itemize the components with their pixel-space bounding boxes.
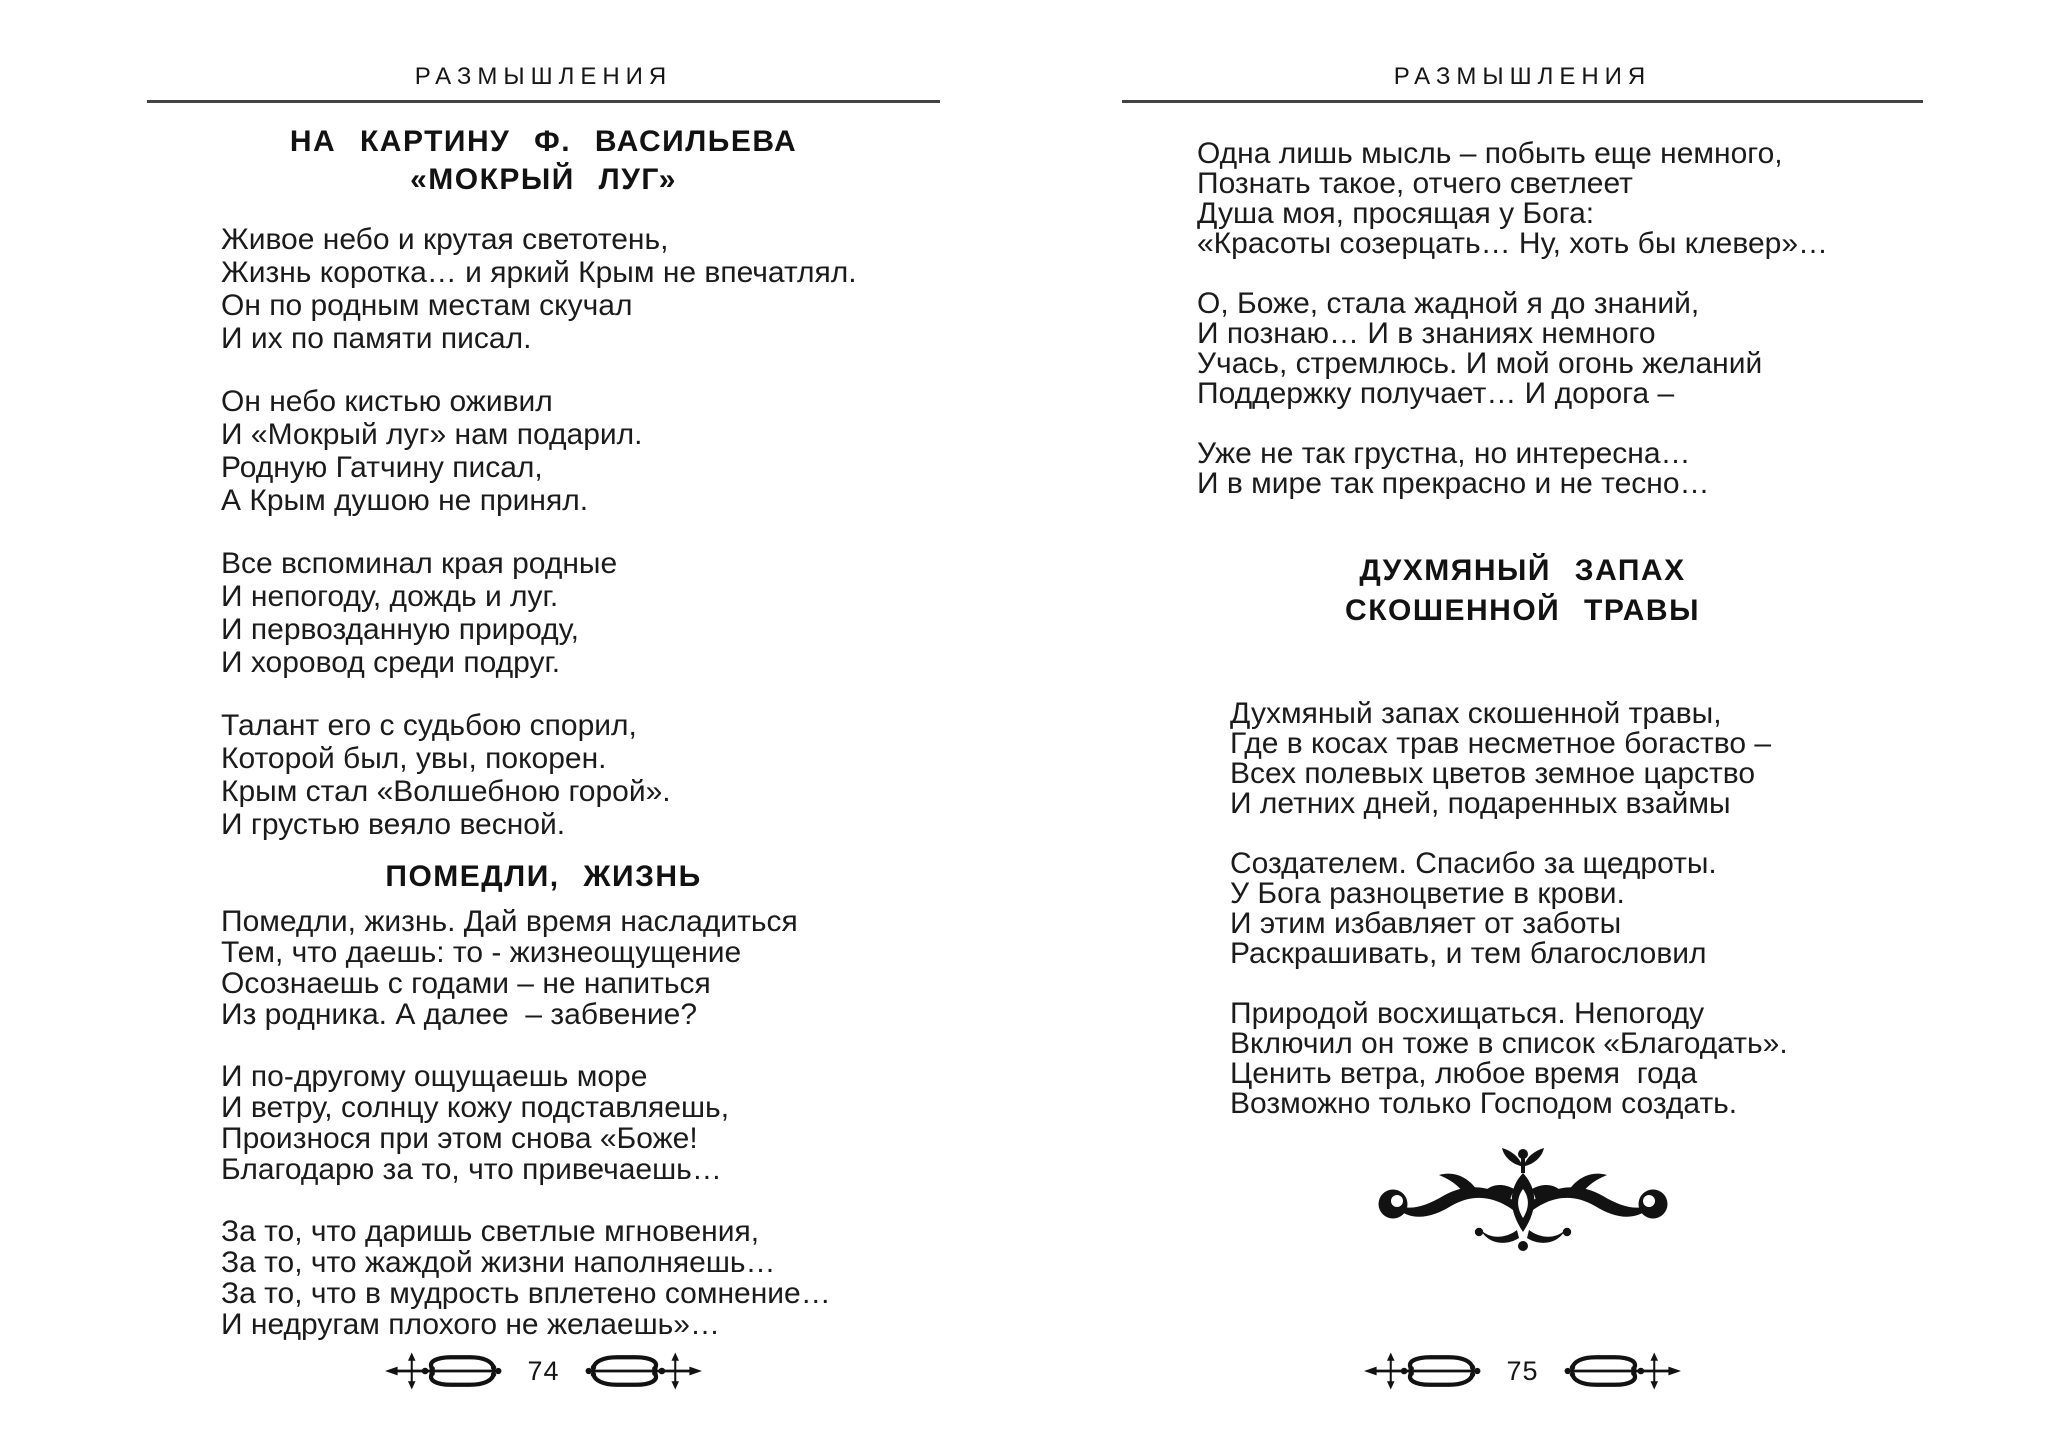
poem-line: Из родника. А далее – забвение? xyxy=(221,998,698,1031)
poem-line: Создателем. Спасибо за щедроты. xyxy=(1230,847,1717,880)
page-body xyxy=(1122,139,1923,1119)
page-body xyxy=(147,123,940,1340)
poem-line: Ценить ветра, любое время года xyxy=(1230,1057,1698,1090)
running-header: РАЗМЫШЛЕНИЯ xyxy=(414,63,673,90)
poem-line: Всех полевых цветов земное царство xyxy=(1230,757,1756,790)
poem-line: И в мире так прекрасно и не тесно… xyxy=(1197,467,1710,500)
poem xyxy=(147,906,940,1340)
poem-line: А Крым душою не принял. xyxy=(221,484,589,517)
poem-line: Поддержку получает… И дорога – xyxy=(1197,377,1675,410)
poem-line: Талант его с судьбою спорил, xyxy=(221,709,637,742)
page-number: 74 xyxy=(527,1356,560,1386)
poem-line: У Бога разноцветие в крови. xyxy=(1230,877,1625,910)
footer-ornament-left-icon xyxy=(385,1350,503,1392)
poem-line: «Красоты созерцать… Ну, хоть бы клевер»… xyxy=(1197,227,1829,260)
poem-line: Уже не так грустна, но интересна… xyxy=(1197,437,1691,470)
page-footer xyxy=(1122,1350,1923,1392)
poem-section xyxy=(147,123,940,841)
stanza xyxy=(221,547,940,679)
poem-line: И непогоду, дождь и луг. xyxy=(221,580,559,613)
poem-line: Тем, что даешь: то - жизнеощущение xyxy=(221,936,742,969)
poem-line: Он небо кистью оживил xyxy=(221,385,553,418)
poem-line: Учась, стремлюсь. И мой огонь желаний xyxy=(1197,347,1763,380)
poem-title-line: НА КАРТИНУ Ф. ВАСИЛЬЕВА xyxy=(289,125,798,158)
stanza xyxy=(221,906,940,1030)
poem-line: Душа моя, просящая у Бога: xyxy=(1197,197,1595,230)
poem-line: Живое небо и крутая светотень, xyxy=(221,223,669,256)
poem-line: Произнося при этом снова «Боже! xyxy=(221,1122,698,1155)
poem-line: Раскрашивать, и тем благословил xyxy=(1230,937,1707,970)
footer-ornament-right-icon xyxy=(1563,1350,1681,1392)
poem xyxy=(147,223,940,841)
poem-title-line: ПОМЕДЛИ, ЖИЗНЬ xyxy=(385,860,702,893)
header-rule xyxy=(147,100,940,103)
poem-line: Помедли, жизнь. Дай время насладиться xyxy=(221,905,798,938)
poem-line: Одна лишь мысль – побыть еще немного, xyxy=(1197,137,1783,170)
left-page xyxy=(147,0,940,1454)
poem-line: Крым стал «Волшебною горой». xyxy=(221,775,671,808)
poem-title-line: СКОШЕННОЙ ТРАВЫ xyxy=(1345,594,1700,627)
poem-line: И первозданную природу, xyxy=(221,613,579,646)
stanza xyxy=(1230,849,1923,969)
page-number: 75 xyxy=(1506,1356,1539,1386)
poem-line: Познать такое, отчего светлеет xyxy=(1197,167,1633,200)
poem-line: Духмяный запах скошенной травы, xyxy=(1230,697,1722,730)
poem-line: Где в косах трав несметное богаство – xyxy=(1230,727,1772,760)
poem-title xyxy=(147,123,940,199)
poem-title-line: «МОКРЫЙ ЛУГ» xyxy=(410,163,677,196)
stanza xyxy=(1197,439,1923,499)
footer-ornament-left-icon xyxy=(1364,1350,1482,1392)
stanza xyxy=(1197,139,1923,259)
poem-line: И летних дней, подаренных взаймы xyxy=(1230,787,1731,820)
poem-section xyxy=(1122,551,1923,1119)
poem-line: И этим избавляет от заботы xyxy=(1230,907,1622,940)
header-rule xyxy=(1122,100,1923,103)
poem-line: И недругам плохого не желаешь»… xyxy=(221,1308,720,1341)
poem-title xyxy=(1122,551,1923,631)
poem-line: И хоровод среди подруг. xyxy=(221,646,561,679)
poem-line: Включил он тоже в список «Благодать». xyxy=(1230,1027,1788,1060)
poem-section xyxy=(147,858,940,1340)
poem-line: Родную Гатчину писал, xyxy=(221,451,543,484)
poem-line: И ветру, солнцу кожу подставляешь, xyxy=(221,1091,730,1124)
poem-line: И их по памяти писал. xyxy=(221,322,532,355)
poem-line: За то, что жаждой жизни наполняешь… xyxy=(221,1246,776,1279)
poem-line: Природой восхищаться. Непогоду xyxy=(1230,997,1705,1030)
poem xyxy=(1122,699,1923,1119)
poem-section xyxy=(1122,139,1923,499)
poem-title-line: ДУХМЯНЫЙ ЗАПАХ xyxy=(1359,554,1686,587)
poem-line: За то, что даришь светлые мгновения, xyxy=(221,1215,760,1248)
poem-line: Которой был, увы, покорен. xyxy=(221,742,607,775)
poem-line: Жизнь коротка… и яркий Крым не впечатлял. xyxy=(221,256,857,289)
poem-line: И грустью веяло весной. xyxy=(221,808,566,841)
poem-line: И по-другому ощущаешь море xyxy=(221,1060,648,1093)
poem-line: О, Боже, стала жадной я до знаний, xyxy=(1197,287,1700,320)
footer-ornament-right-icon xyxy=(584,1350,702,1392)
right-page xyxy=(1122,0,1923,1454)
poem-line: И «Мокрый луг» нам подарил. xyxy=(221,418,643,451)
poem-line: Осознаешь с годами – не напиться xyxy=(221,967,711,1000)
stanza xyxy=(221,1216,940,1340)
poem-line: Все вспоминал края родные xyxy=(221,547,618,580)
poem-line: И познаю… И в знаниях немного xyxy=(1197,317,1656,350)
stanza xyxy=(221,709,940,841)
stanza xyxy=(221,1061,940,1185)
poem-title xyxy=(147,858,940,896)
poem-line: Он по родным местам скучал xyxy=(221,289,633,322)
stanza xyxy=(221,385,940,517)
stanza xyxy=(1197,289,1923,409)
tailpiece-vignette-icon xyxy=(1368,1144,1678,1280)
stanza xyxy=(221,223,940,355)
poem-line: За то, что в мудрость вплетено сомнение… xyxy=(221,1277,831,1310)
poem-line: Возможно только Господом создать. xyxy=(1230,1087,1738,1120)
page-footer xyxy=(147,1350,940,1392)
poem-line: Благодарю за то, что привечаешь… xyxy=(221,1153,722,1186)
stanza xyxy=(1230,999,1923,1119)
poem xyxy=(1122,139,1923,499)
running-header: РАЗМЫШЛЕНИЯ xyxy=(1393,63,1652,90)
stanza xyxy=(1230,699,1923,819)
